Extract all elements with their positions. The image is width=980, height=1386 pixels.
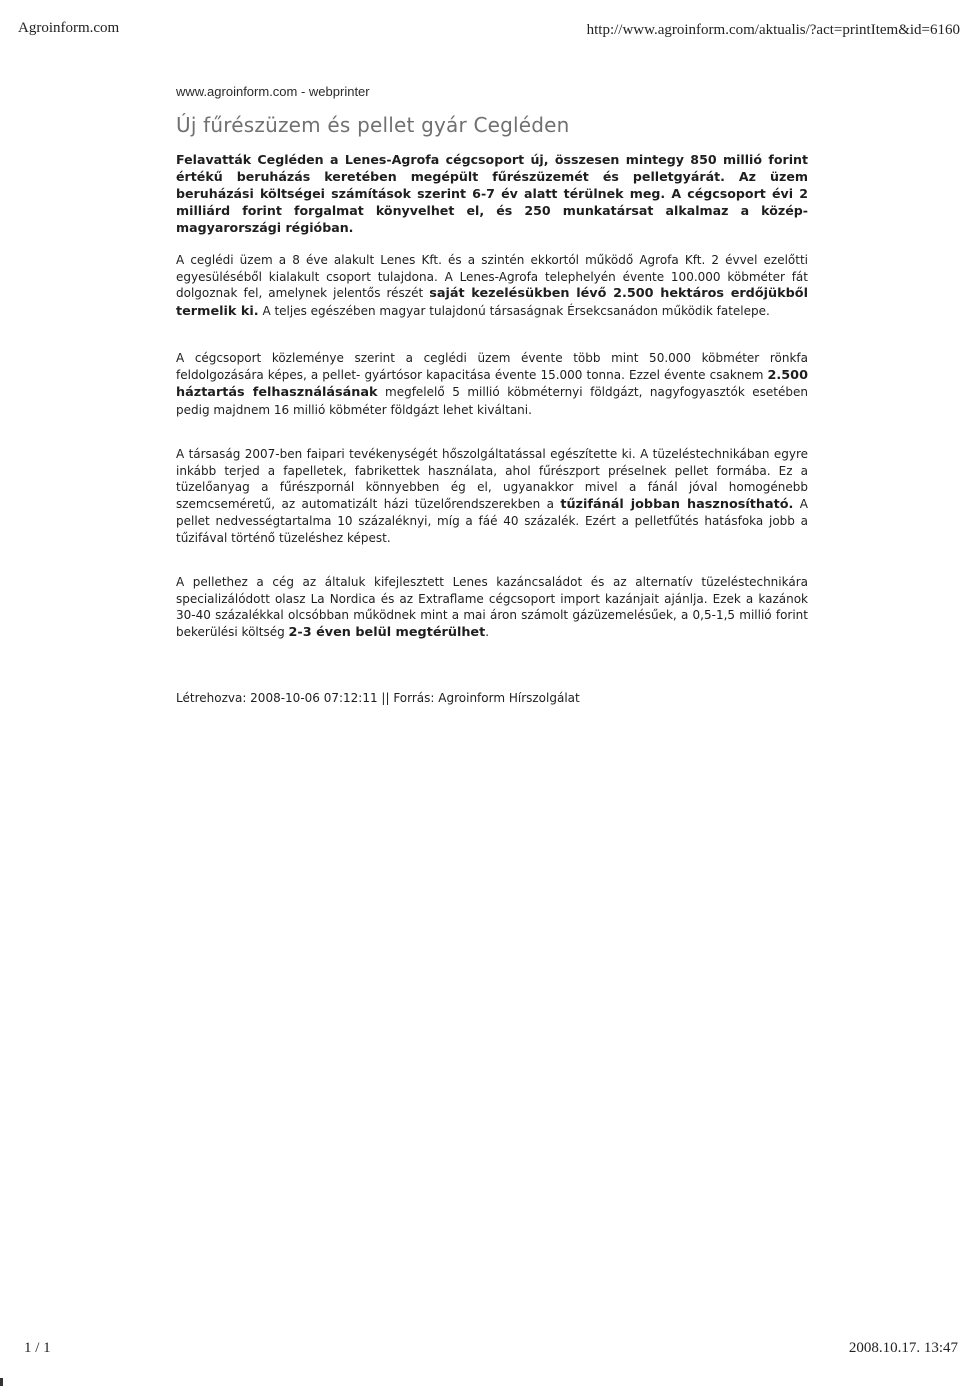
webprinter-label: www.agroinform.com - webprinter — [176, 84, 370, 99]
paragraph-1-text-a: A ceglédi üzem a 8 éve alakult Lenes Kft. és a szintén ekkortól működő Agrofa Kft. 2 évvel ezelőtti egyesüléséből kialakult csoport tulajdona. A Lenes-Agrofa telephelyén évente 100.000 köbméter fát dolgoznak fel, amelynek jelentős részét — [176, 253, 808, 300]
print-footer-page: 1 / 1 — [24, 1340, 51, 1356]
paragraph-1 — [176, 252, 808, 320]
article — [176, 84, 808, 705]
paragraph-2 — [176, 350, 808, 418]
article-meta: Létrehozva: 2008-10-06 07:12:11 || Forrás: Agroinform Hírszolgálat — [176, 691, 580, 705]
print-header-site: Agroinform.com — [18, 20, 120, 36]
paragraph-4-bold: 2-3 éven belül megtérülhet — [288, 624, 486, 640]
paragraph-3-text-a: A társaság 2007-ben faipari tevékenységét hőszolgáltatással egészítette ki. A tüzeléstechnikában egyre inkább terjed a fapelletek, fabrikettek használata, ahol fűrészport préselnek pellet formába. Ez a tüzelőanyag a fűrészpornál könnyebben ég el, ugyanakkor mivel a fánál jóval homogénebb szemcseméretű, az automatizált házi tüzelőrendszerekben a — [176, 447, 808, 511]
article-lead: Felavatták Cegléden a Lenes-Agrofa cégcsoport új, összesen mintegy 850 millió forint értékű beruházás keretében megépült fűrészüzemét és pelletgyárát. Az üzem beruházási költségei számítások szerint 6-7 év alatt térülnek meg. A cégcsoport évi 2 milliárd forint forgalmat könyvelhet el, és 250 munkatársat alkalmaz a közép-magyarországi régióban. — [176, 152, 808, 235]
print-header-url: http://www.agroinform.com/aktualis/?act=printItem&id=6160 — [586, 22, 960, 38]
scan-edge-mark — [0, 1378, 3, 1386]
paragraph-1-bold: saját kezelésükben lévő 2.500 hektáros erdőjükből termelik ki. — [176, 286, 808, 319]
paragraph-2-text-b: megfelelő 5 millió köbméternyi földgázt, nagyfogyasztók esetében pedig majdnem 16 millió köbméter földgázt lehet kiváltani. — [176, 385, 808, 417]
paragraph-4-text-b: . — [485, 624, 490, 639]
paragraph-2-text-a: A cégcsoport közleménye szerint a ceglédi üzem évente több mint 50.000 köbméter rönkfa feldolgozására képes, a pellet- gyártósor kapacitása évente 15.000 tonna. Ezzel évente csaknem — [176, 351, 808, 382]
paragraph-3-text-b: A pellet nedvességtartalma 10 százaléknyi, míg a fáé 40 százalék. Ezért a pelletfűtés hatásfoka jobb a tűzifával történő tüzeléshez képest. — [176, 496, 808, 545]
paragraph-4 — [176, 574, 808, 641]
article-title: Új fűrészüzem és pellet gyár Cegléden — [176, 113, 570, 137]
paragraph-4-text-a: A pellethez a cég az általuk kifejlesztett Lenes kazáncsaládot és az alternatív tüzeléstechnikára specializálódott olasz La Nordica és az Extraflame cégcsoport import kazánjait ajánlja. Ezek a kazánok 30-40 százalékkal olcsóbban működnek mint a mai áron számolt gázüzemelésűek, a 0,5-1,5 millió forint bekerülési költség — [176, 575, 808, 639]
paragraph-1-text-b: A teljes egészében magyar tulajdonú társaságnak Érsekcsanádon működik fatelepe. — [258, 303, 770, 318]
paragraph-3-bold: tűzifánál jobban hasznosítható. — [560, 496, 794, 512]
paragraph-2-bold: 2.500 háztartás felhasználásának — [176, 367, 808, 400]
print-footer-datetime: 2008.10.17. 13:47 — [848, 1340, 958, 1356]
paragraph-3 — [176, 446, 808, 546]
